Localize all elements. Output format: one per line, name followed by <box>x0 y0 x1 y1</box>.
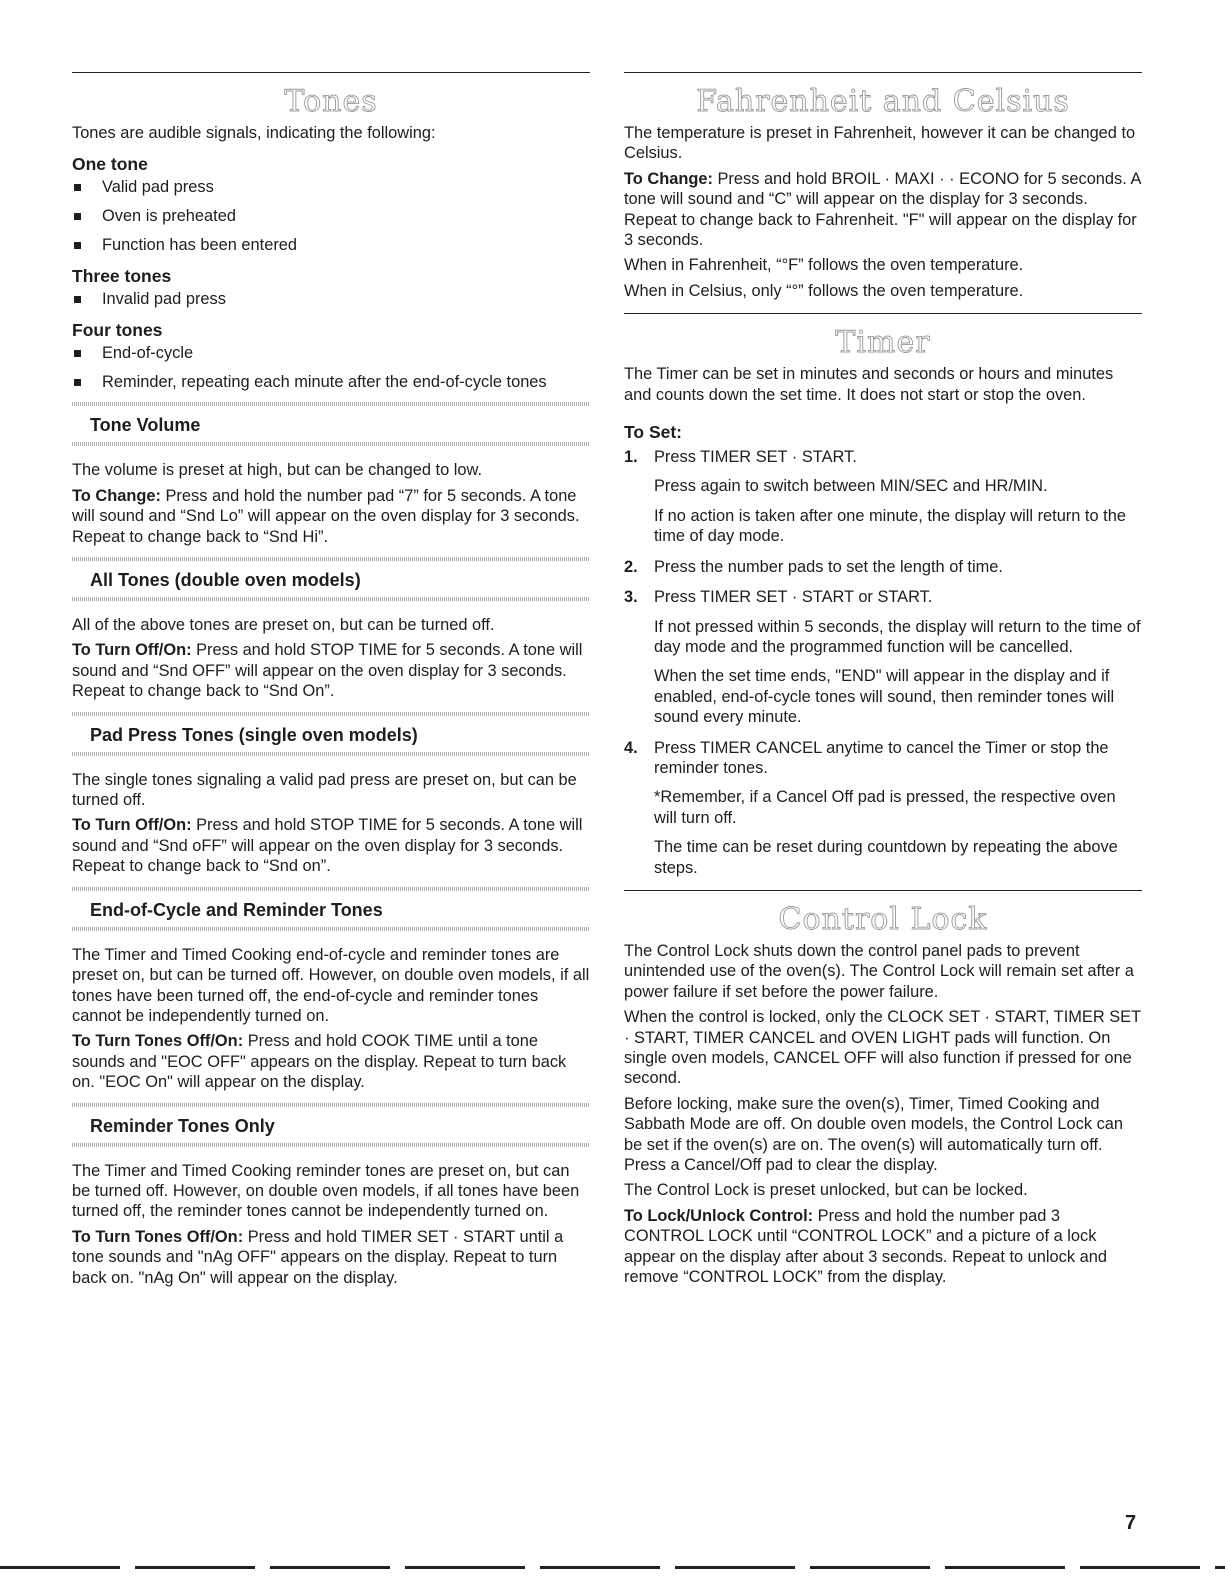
bullet-icon <box>74 242 81 249</box>
list-item: 3. Press TIMER SET · START or START. If not pressed within 5 seconds, the display will return to the time of day mode and the programmed function will be cancelled. When the set time ends, "END" will appear in the display and if enabled, end-of-cycle tones will sound, then reminder tones will sound every minute. <box>624 588 1141 727</box>
dotted-divider <box>72 1143 590 1147</box>
dotted-divider <box>72 557 590 561</box>
timer-steps <box>624 447 1142 878</box>
bullet-icon <box>74 184 81 191</box>
subsection-end-of-cycle <box>72 887 590 1093</box>
list-item: End-of-cycle <box>72 343 590 363</box>
tones-intro: Tones are audible signals, indicating the following: <box>72 124 436 142</box>
paragraph: To Turn Off/On: Press and hold STOP TIME for 5 seconds. A tone will sound and “Snd OFF” will appear on the oven display for 3 seconds. Repeat to change back to “Snd On”. <box>72 641 583 701</box>
dotted-divider <box>72 597 590 601</box>
paragraph: The Control Lock shuts down the control panel pads to prevent unintended use of the oven(s). The Control Lock will remain set after a power failure if set before the power failure. <box>624 941 1134 1001</box>
subsection-pad-press-tones <box>72 712 590 877</box>
list-item: Invalid pad press <box>72 289 590 309</box>
paragraph: The Timer and Timed Cooking end-of-cycle and reminder tones are preset on, but can be turned off. However, on double oven models, if all tones have been turned off, the end-of-cycle and reminder tones cannot be independently turned on. <box>72 945 590 1025</box>
to-set-heading: To Set: <box>624 422 683 443</box>
subsection-title: Reminder Tones Only <box>90 1115 275 1136</box>
bullet-icon <box>74 296 81 303</box>
footer-rule <box>0 1566 1225 1569</box>
right-column <box>624 72 1142 1287</box>
paragraph: The Timer and Timed Cooking reminder tones are preset on, but can be turned off. However, on double oven models, if all tones have been turned off, the reminder tones cannot be independently turned on. <box>72 1161 580 1221</box>
fahrenheit-rule <box>624 72 1142 73</box>
timer-rule <box>624 313 1142 314</box>
paragraph: When in Celsius, only “°” follows the oven temperature. <box>624 281 1024 300</box>
paragraph: To Lock/Unlock Control: Press and hold the number pad 3 CONTROL LOCK until “CONTROL LOCK” and a picture of a lock appear on the display after about 3 seconds. Repeat to unlock and remove “CONTROL LOCK” from the display. <box>624 1206 1107 1287</box>
left-column <box>72 72 590 1288</box>
paragraph: When in Fahrenheit, “°F” follows the oven temperature. <box>624 256 1024 275</box>
dotted-divider <box>72 712 590 716</box>
timer-title: Timer <box>835 325 931 361</box>
paragraph: To Change: Press and hold the number pad “7” for 5 seconds. A tone will sound and “Snd Lo” will appear on the oven display for 3 seconds. Repeat to change back to “Snd Hi”. <box>72 486 580 546</box>
paragraph: All of the above tones are preset on, but can be turned off. <box>72 616 495 635</box>
subsection-tone-volume <box>72 402 590 547</box>
tones-rule <box>72 72 590 73</box>
tone-group-three <box>72 265 590 309</box>
list-item: Reminder, repeating each minute after the end-of-cycle tones <box>72 372 590 392</box>
paragraph: The Control Lock is preset unlocked, but can be locked. <box>624 1181 1028 1200</box>
list-item: Oven is preheated <box>72 206 590 226</box>
paragraph: To Change: Press and hold BROIL · MAXI · · ECONO for 5 seconds. A tone will sound and “C” will appear on the display for 3 seconds. Repeat to change back to Fahrenheit. "F" will appear on the display for 3 seconds. <box>624 169 1141 250</box>
subsection-reminder-tones <box>72 1103 590 1288</box>
paragraph: The temperature is preset in Fahrenheit, however it can be changed to Celsius. <box>624 124 1136 163</box>
dotted-divider <box>72 927 590 931</box>
tone-group-one <box>72 153 590 255</box>
dotted-divider <box>72 1103 590 1107</box>
fahrenheit-title: Fahrenheit and Celsius <box>696 84 1070 119</box>
dotted-divider <box>72 887 590 891</box>
list-item: 1. Press TIMER SET · START. Press again to switch between MIN/SEC and HR/MIN. If no action is taken after one minute, the display will return to the time of day mode. <box>624 448 1126 546</box>
list-item: 2. Press the number pads to set the length of time. <box>624 557 1003 576</box>
subsection-title: All Tones (double oven models) <box>90 570 361 591</box>
paragraph: The single tones signaling a valid pad press are preset on, but can be turned off. <box>72 770 577 810</box>
paragraph: Before locking, make sure the oven(s), Timer, Timed Cooking and Sabbath Mode are off. On double oven models, the Control Lock can be set if the oven(s) are on. The oven(s) will automatically turn off. Press a Cancel/Off pad to clear the display. <box>624 1094 1124 1175</box>
paragraph: The volume is preset at high, but can be changed to low. <box>72 461 483 480</box>
dotted-divider <box>72 752 590 756</box>
dotted-divider <box>72 442 590 446</box>
bullet-icon <box>74 350 81 357</box>
paragraph: To Turn Tones Off/On: Press and hold TIMER SET · START until a tone sounds and "nAg OFF" appears on the display. Repeat to turn back on. "nAg On" will appear on the display. <box>72 1227 564 1287</box>
paragraph: When the control is locked, only the CLOCK SET · START, TIMER SET · START, TIMER CANCEL and OVEN LIGHT pads will function. On single oven models, CANCEL OFF will also function if pressed for one second. <box>624 1008 1141 1088</box>
subsection-title: End-of-Cycle and Reminder Tones <box>90 899 383 920</box>
list-item: Valid pad press <box>72 177 590 197</box>
paragraph: The Timer can be set in minutes and seconds or hours and minutes and counts down the set time. It does not start or stop the oven. <box>624 365 1114 404</box>
control-lock-title: Control Lock <box>778 901 988 937</box>
subsection-title: Pad Press Tones (single oven models) <box>90 724 418 745</box>
tone-group-heading: One tone <box>72 154 148 175</box>
page-number: 7 <box>1125 1512 1137 1534</box>
list-item: 4. Press TIMER CANCEL anytime to cancel the Timer or stop the reminder tones. *Remember, if a Cancel Off pad is pressed, the respective oven will turn off. The time can be reset during countdown by repeating the above steps. <box>624 738 1118 877</box>
subsection-title: Tone Volume <box>90 415 201 436</box>
paragraph: To Turn Tones Off/On: Press and hold COOK TIME until a tone sounds and "EOC OFF" appears on the display. Repeat to turn back on. "EOC On" will appear on the display. <box>72 1032 567 1092</box>
list-item: Function has been entered <box>72 235 590 255</box>
bullet-icon <box>74 213 81 220</box>
control-lock-rule <box>624 890 1142 891</box>
bullet-icon <box>74 379 81 386</box>
tone-group-heading: Three tones <box>72 266 172 287</box>
paragraph: To Turn Off/On: Press and hold STOP TIME for 5 seconds. A tone will sound and “Snd oFF” will appear on the oven display for 3 seconds. Repeat to change back to “Snd on”. <box>72 816 583 876</box>
tone-group-four <box>72 319 590 392</box>
tones-title: Tones <box>284 84 378 119</box>
dotted-divider <box>72 402 590 406</box>
subsection-all-tones <box>72 557 590 702</box>
tone-group-heading: Four tones <box>72 320 163 341</box>
